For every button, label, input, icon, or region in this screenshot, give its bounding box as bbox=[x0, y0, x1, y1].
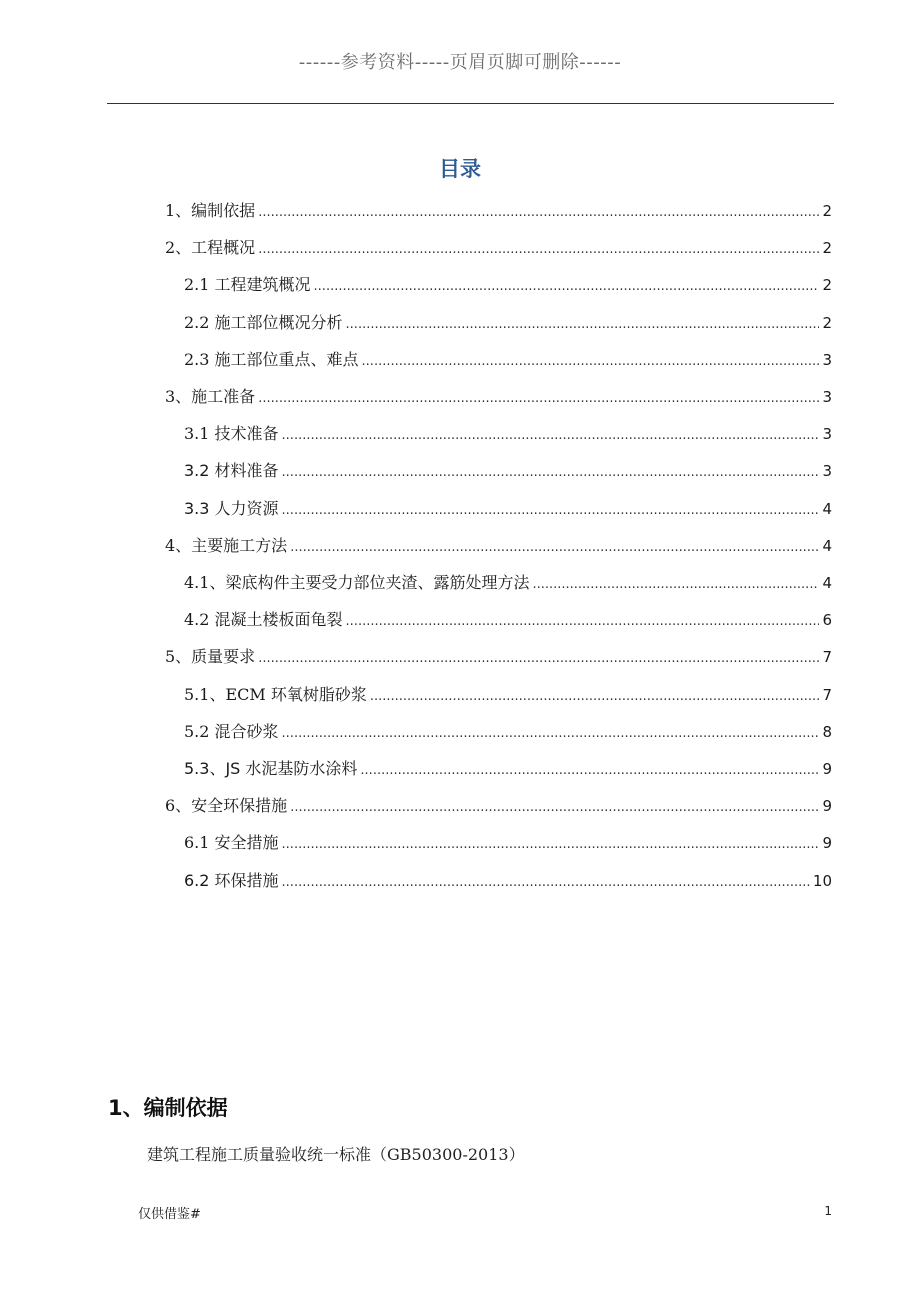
toc-entry[interactable] bbox=[184, 607, 832, 637]
toc-entry-label: 6.1 安全措施 bbox=[184, 833, 279, 853]
toc-dot-leader bbox=[360, 763, 819, 778]
toc-entry[interactable] bbox=[184, 719, 832, 749]
toc-entry-page: 3 bbox=[822, 462, 832, 481]
page-header-text: ------参考资料-----页眉页脚可删除------ bbox=[298, 52, 622, 73]
footer-page-number: 1 bbox=[824, 1204, 832, 1218]
toc-entry[interactable] bbox=[184, 496, 832, 526]
toc-entry-label: 3.1 技术准备 bbox=[184, 424, 279, 444]
toc-entry[interactable] bbox=[184, 868, 832, 898]
toc-dot-leader bbox=[314, 279, 820, 294]
toc-entry-page: 7 bbox=[822, 648, 832, 667]
toc-dot-leader bbox=[290, 800, 819, 815]
toc-entry-label: 2.1 工程建筑概况 bbox=[184, 275, 311, 295]
toc-dot-leader bbox=[258, 242, 819, 257]
toc-entry[interactable] bbox=[165, 235, 832, 265]
toc-entry-page: 4 bbox=[822, 536, 832, 555]
toc-dot-leader bbox=[282, 503, 820, 518]
toc-entry[interactable] bbox=[184, 310, 832, 340]
footer-note: 仅供借鉴# bbox=[138, 1207, 201, 1222]
toc-dot-leader bbox=[370, 689, 820, 704]
toc-entry[interactable] bbox=[184, 682, 832, 712]
toc-entry-page: 4 bbox=[822, 499, 832, 518]
toc-dot-leader bbox=[532, 577, 819, 592]
toc-dot-leader bbox=[346, 614, 820, 629]
toc-entry-page: 9 bbox=[822, 760, 832, 778]
toc-dot-leader bbox=[282, 837, 820, 852]
toc-entry-page: 4 bbox=[822, 574, 832, 592]
toc-dot-leader bbox=[282, 875, 810, 890]
toc-entry-label: 5.2 混合砂浆 bbox=[184, 721, 279, 741]
toc-entry[interactable] bbox=[184, 458, 832, 488]
toc-entry-label: 6、安全环保措施 bbox=[165, 796, 288, 816]
toc-entry[interactable] bbox=[165, 198, 832, 228]
toc-entry[interactable] bbox=[165, 793, 832, 823]
header-divider bbox=[107, 103, 834, 104]
toc-entry-page: 3 bbox=[822, 425, 832, 444]
toc-entry-page: 2 bbox=[822, 276, 832, 295]
toc-dot-leader bbox=[290, 540, 819, 555]
toc-entry-label: 2、工程概况 bbox=[165, 238, 256, 258]
toc-entry-page: 3 bbox=[822, 388, 832, 406]
toc-entry-page: 8 bbox=[822, 722, 832, 741]
toc-dot-leader bbox=[362, 354, 820, 369]
toc-entry-page: 7 bbox=[822, 685, 832, 704]
toc-entry-label: 3、施工准备 bbox=[165, 387, 256, 406]
toc-entry[interactable] bbox=[165, 644, 832, 674]
section-heading: 1、编制依据 bbox=[108, 1096, 228, 1120]
toc-entry-page: 2 bbox=[822, 239, 832, 258]
section-body-text: 建筑工程施工质量验收统一标准（GB50300-2013） bbox=[147, 1145, 525, 1164]
toc-entry-label: 5、质量要求 bbox=[165, 647, 256, 667]
toc-dot-leader bbox=[346, 317, 820, 332]
toc-dot-leader bbox=[258, 651, 819, 666]
toc-entry[interactable] bbox=[165, 533, 832, 563]
toc-entry-label: 2.3 施工部位重点、难点 bbox=[184, 349, 359, 369]
toc-entry-page: 3 bbox=[822, 350, 832, 369]
toc-dot-leader bbox=[282, 465, 820, 480]
toc-entry-label: 3.3 人力资源 bbox=[184, 498, 279, 518]
toc-entry-page: 6 bbox=[822, 611, 832, 630]
toc-entry[interactable] bbox=[165, 384, 832, 414]
toc-entry[interactable] bbox=[184, 756, 832, 786]
toc-entry-page: 9 bbox=[822, 834, 832, 853]
toc-entry-page: 9 bbox=[822, 797, 832, 816]
toc-entry-label: 5.3、JS 水泥基防水涂料 bbox=[184, 759, 358, 778]
toc-entry-label: 3.2 材料准备 bbox=[184, 461, 279, 481]
toc-entry-label: 4.1、梁底构件主要受力部位夹渣、露筋处理方法 bbox=[184, 573, 530, 592]
toc-entry[interactable] bbox=[184, 347, 832, 377]
toc-entry[interactable] bbox=[184, 830, 832, 860]
toc-dot-leader bbox=[282, 428, 820, 443]
toc-entry-label: 5.1、ECM 环氧树脂砂浆 bbox=[184, 684, 367, 704]
toc-entry-label: 1、编制依据 bbox=[165, 201, 256, 220]
toc-title: 目录 bbox=[439, 157, 481, 181]
toc-entry-label: 2.2 施工部位概况分析 bbox=[184, 312, 343, 332]
toc-entry-label: 6.2 环保措施 bbox=[184, 870, 279, 890]
toc-entry-label: 4、主要施工方法 bbox=[165, 535, 288, 555]
toc-entry-page: 2 bbox=[822, 202, 832, 220]
toc-dot-leader bbox=[282, 726, 820, 741]
toc-entry[interactable] bbox=[184, 570, 832, 600]
toc-dot-leader bbox=[258, 205, 819, 220]
toc-dot-leader bbox=[258, 391, 819, 406]
toc-entry-page: 10 bbox=[812, 871, 832, 890]
toc-entry-label: 4.2 混凝土楼板面龟裂 bbox=[184, 610, 343, 630]
toc-entry[interactable] bbox=[184, 272, 832, 302]
toc-entry[interactable] bbox=[184, 421, 832, 451]
toc-entry-page: 2 bbox=[822, 313, 832, 332]
